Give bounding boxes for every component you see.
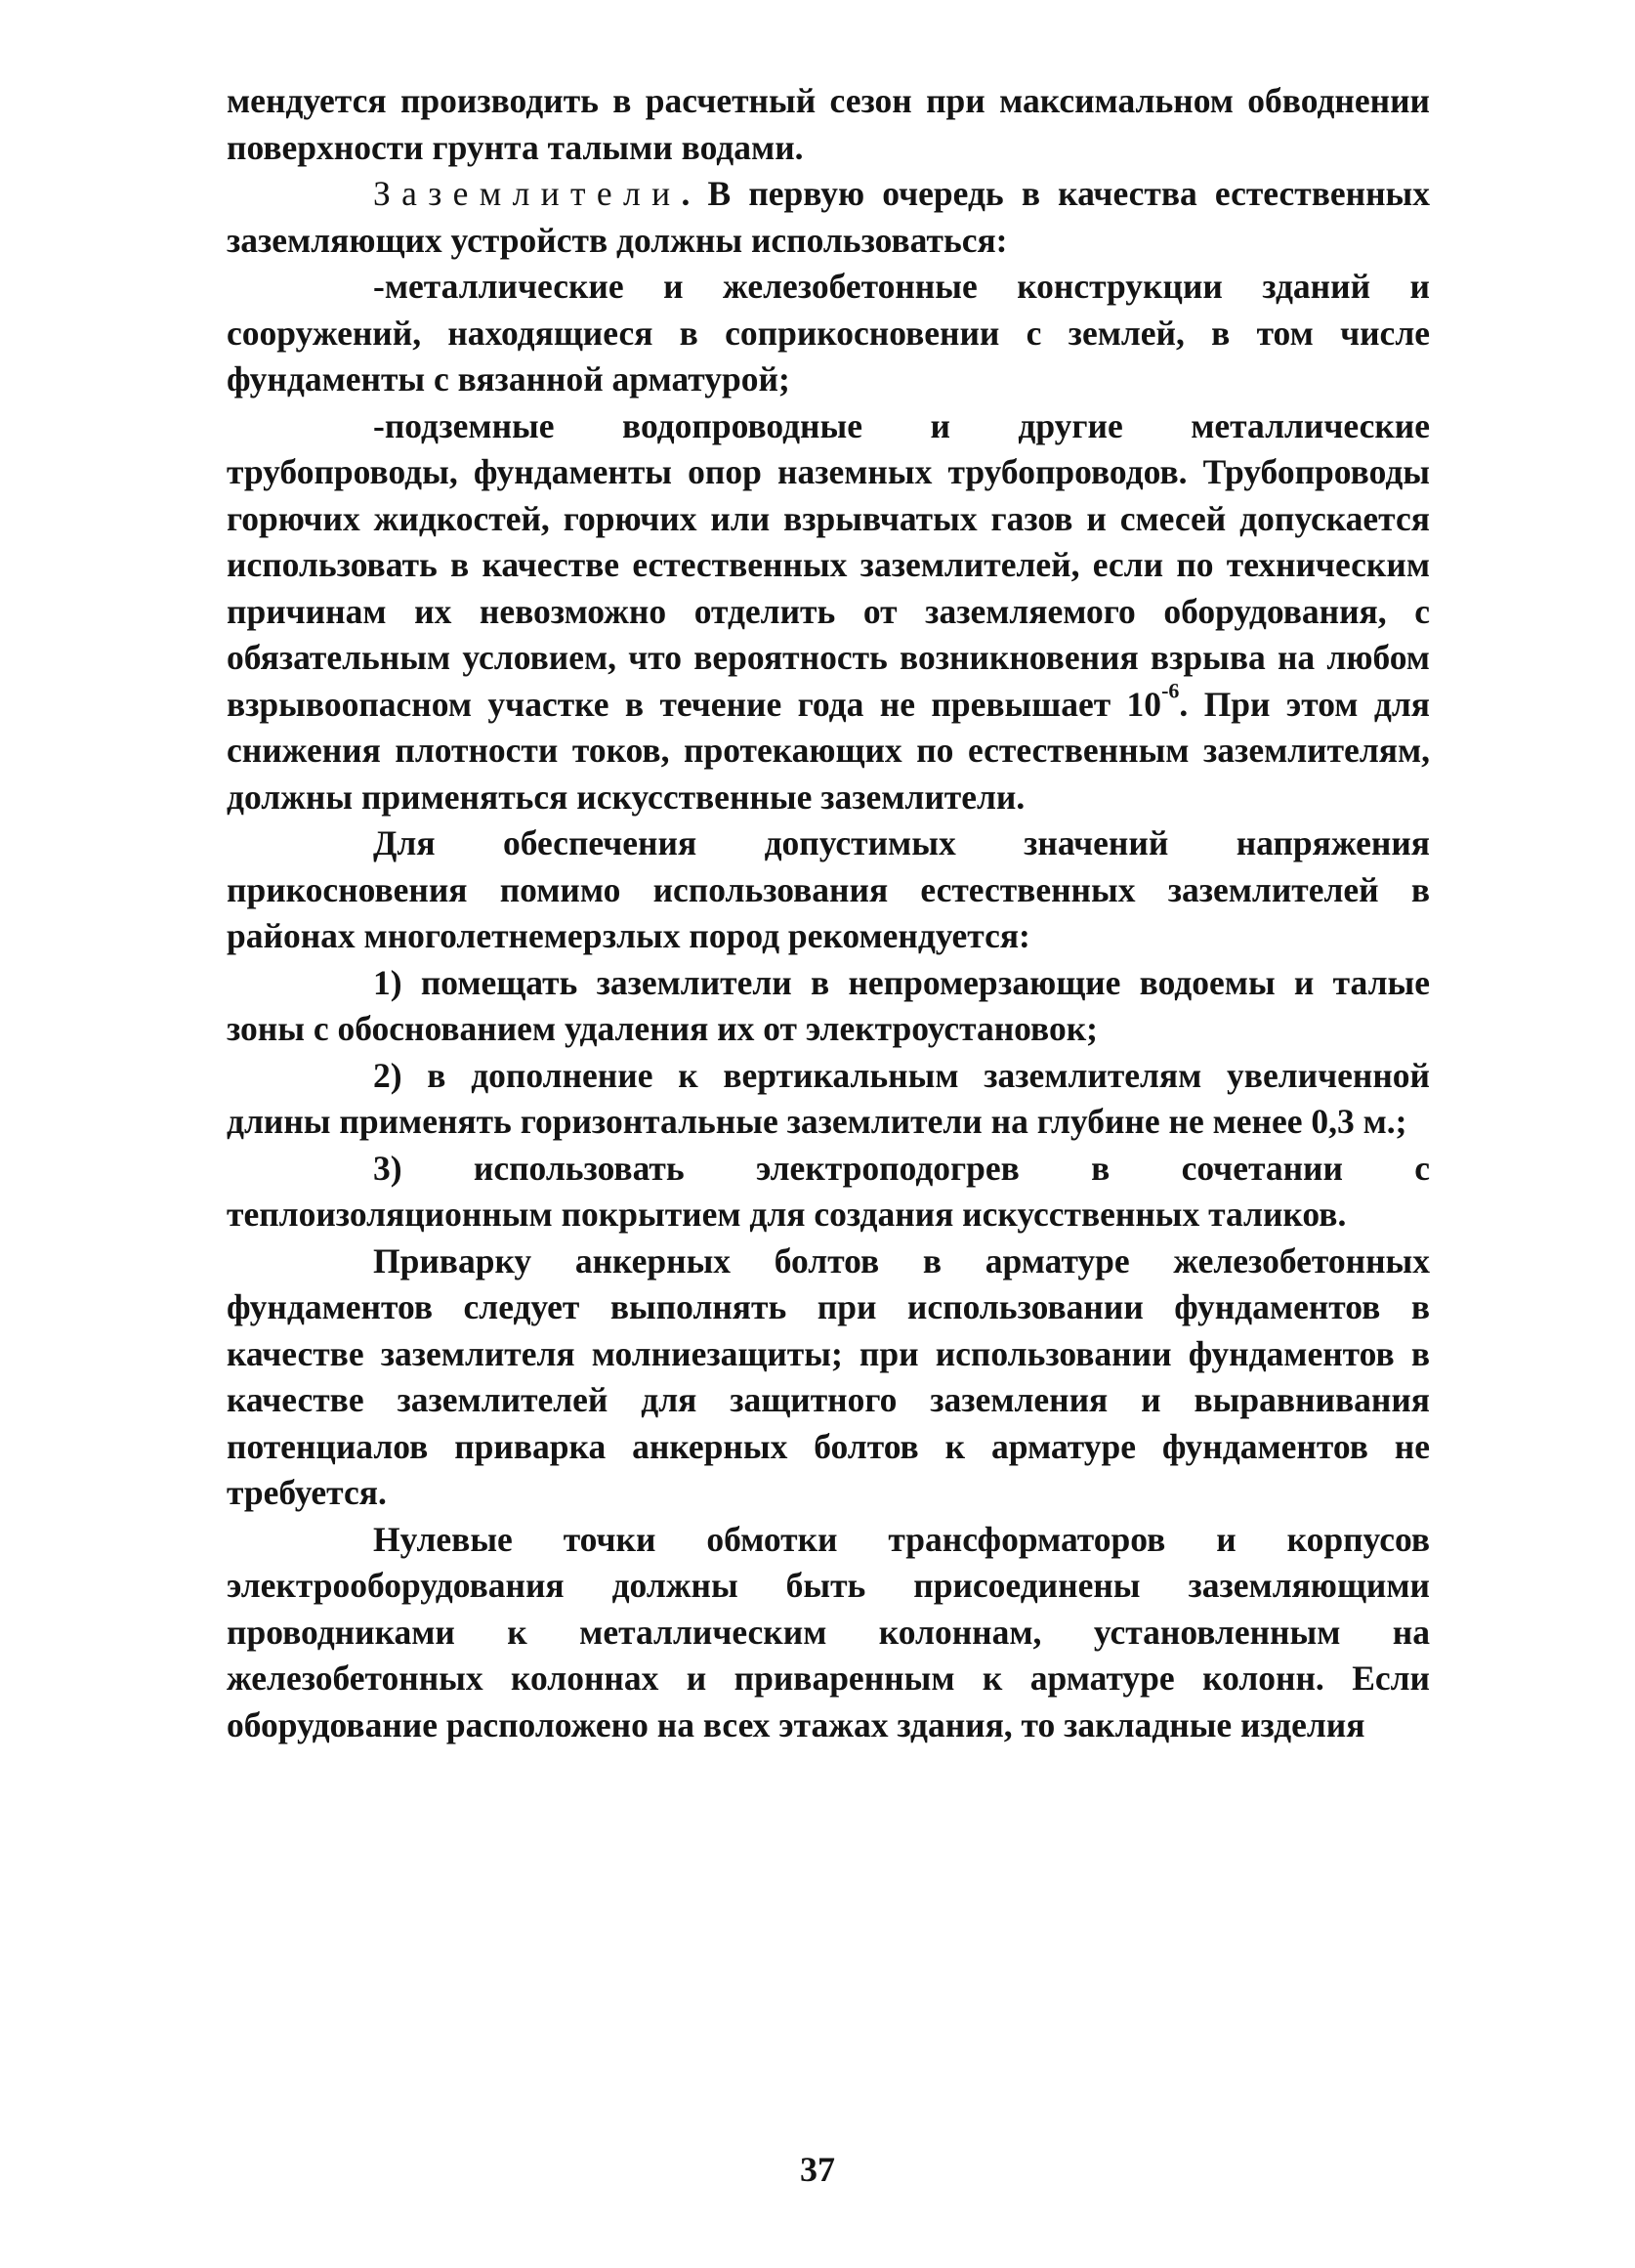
list-item-1: 1) помещать заземлители в непромерзающие водоемы и талые зоны с обоснованием удаления их от электроустановок;	[227, 962, 1430, 1048]
paragraph-text: -подземные водопроводные и другие металлические трубопроводы, фундаменты опор наземных трубопроводов. Трубопроводы горючих жидкостей, горючих или взрывчатых газов и смесей допускается использовать в качестве естественных заземлителей, если по техническим причинам их невозможно отделить от заземляемого оборудования, с обязательным условием, что вероятность возникновения взрыва на любом взрывоопасном участке в течение года не превышает 10	[227, 405, 1430, 724]
paragraph-continuation: мендуется производить в расчетный сезон при максимальном обводнении поверхности грунта талыми водами.	[227, 81, 1430, 167]
exponent: -6	[1161, 677, 1180, 702]
page-number: 37	[800, 2150, 835, 2189]
list-item-underground-pipelines	[227, 403, 1430, 821]
paragraph-touch-voltage: Для обеспечения допустимых значений напряжения прикосновения помимо использования естественных заземлителей в районах многолетнемерзлых пород рекомендуется:	[227, 823, 1430, 955]
paragraph-neutral-points: Нулевые точки обмотки трансформаторов и корпусов электрооборудования должны быть присоединены заземляющими проводниками к металлическим колоннам, установленным на железобетонных колоннах и приваренным к арматуре колонн. Если оборудование расположено на всех этажах здания, то закладные изделия	[227, 1519, 1430, 1744]
paragraph-anchor-bolts: Приварку анкерных болтов в арматуре железобетонных фундаментов следует выполнять при использовании фундаментов в качестве заземлителя молниезащиты; при использовании фундаментов в качестве заземлителей для защитного заземления и выравнивания потенциалов приварка анкерных болтов к арматуре фундаментов не требуется.	[227, 1240, 1430, 1512]
paragraph-grounding-electrodes	[227, 171, 1430, 264]
section-run-in-heading: Заземлители	[373, 174, 682, 213]
paragraph-text: . В первую очередь в качества естественных заземляющих устройств должны использоваться:	[227, 174, 1430, 260]
page-body	[227, 78, 1430, 1748]
paragraph-text: . При этом для снижения плотности токов, протекающих по естественным заземлителям, должны применяться искусственные заземлители.	[227, 684, 1430, 817]
list-item-metal-structures: -металлические и железобетонные конструкции зданий и сооружений, находящиеся в соприкосновении с землей, в том числе фундаменты с вязанной арматурой;	[227, 267, 1430, 399]
list-item-3: 3) использовать электроподогрев в сочетании с теплоизоляционным покрытием для создания искусственных таликов.	[227, 1148, 1430, 1234]
list-item-2: 2) в дополнение к вертикальным заземлителям увеличенной длины применять горизонтальные заземлители на глубине не менее 0,3 м.;	[227, 1055, 1430, 1141]
